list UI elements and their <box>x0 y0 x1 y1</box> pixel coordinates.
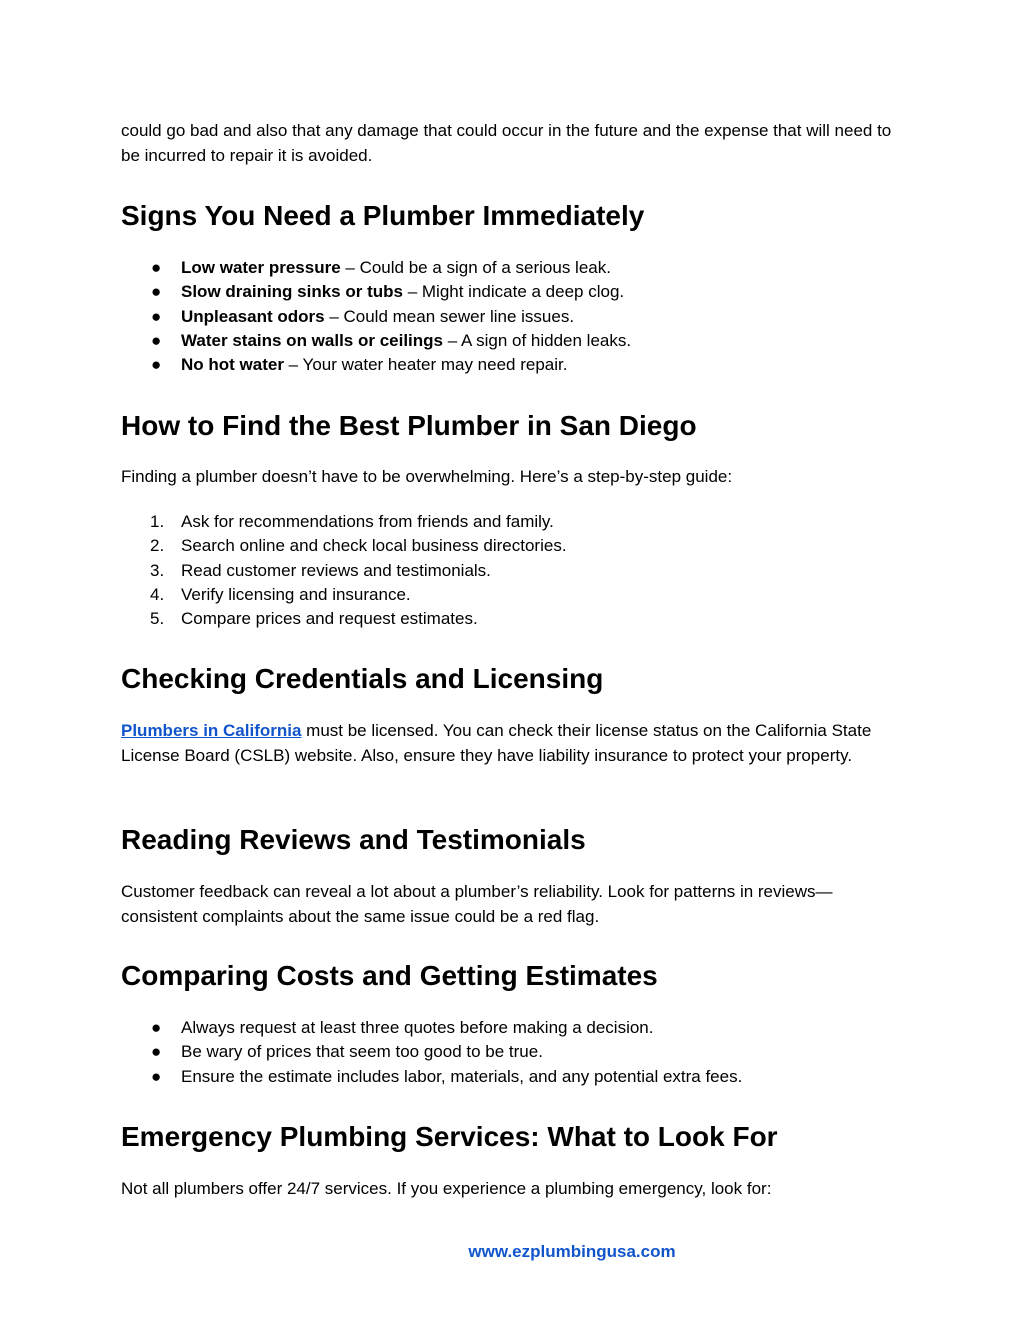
step-number: 1. <box>150 512 165 531</box>
list-item-desc: – Your water heater may need repair. <box>283 355 568 375</box>
bullet-icon: ● <box>151 355 162 375</box>
list-item <box>121 559 567 583</box>
emergency-heading: Emergency Plumbing Services: What to Look For <box>121 1121 778 1152</box>
step-number: 3. <box>150 560 165 580</box>
list-item-desc: – Could mean sewer line issues. <box>324 306 575 326</box>
list-item-term: No hot water <box>181 355 284 375</box>
step-number: 2. <box>150 536 165 556</box>
list-item-desc: – A sign of hidden leaks. <box>443 330 632 350</box>
list-item <box>121 353 631 377</box>
step-number: 5. <box>150 609 165 629</box>
signs-list <box>121 256 631 377</box>
bullet-icon: ● <box>151 306 162 326</box>
list-item-desc: – Might indicate a deep clog. <box>402 282 625 302</box>
emergency-paragraph: Not all plumbers offer 24/7 services. If you experience a plumbing emergency, look for: <box>121 1179 772 1198</box>
list-item <box>121 1040 742 1064</box>
intro-paragraph: could go bad and also that any damage that could occur in the future and the expense that will need to be incurred to repair it is avoided. <box>121 121 892 165</box>
list-item-text: Be wary of prices that seem too good to be true. <box>181 1042 543 1062</box>
step-text: Compare prices and request estimates. <box>181 609 478 629</box>
list-item <box>121 510 567 534</box>
list-item-term: Water stains on walls or ceilings <box>181 330 443 350</box>
credentials-text: must be licensed. You can check their license status on the California State License Board (CSLB) website. Also, ensure they have liability insurance to protect your property. <box>121 721 872 765</box>
list-item <box>121 1065 742 1089</box>
step-text: Read customer reviews and testimonials. <box>181 560 491 580</box>
bullet-icon: ● <box>151 1042 162 1062</box>
list-item <box>121 280 631 304</box>
step-number: 4. <box>150 584 165 604</box>
costs-heading: Comparing Costs and Getting Estimates <box>121 960 658 991</box>
list-item-term: Low water pressure <box>181 258 341 277</box>
costs-list <box>121 1016 742 1089</box>
bullet-icon: ● <box>151 282 162 302</box>
bullet-icon: ● <box>151 1066 162 1086</box>
plumbers-in-california-link[interactable]: Plumbers in California <box>121 721 302 740</box>
credentials-heading: Checking Credentials and Licensing <box>121 663 604 694</box>
list-item-term: Slow draining sinks or tubs <box>181 282 403 302</box>
list-item-text: Always request at least three quotes before making a decision. <box>181 1018 654 1037</box>
credentials-paragraph <box>121 719 901 768</box>
list-item-text: Ensure the estimate includes labor, materials, and any potential extra fees. <box>181 1066 743 1086</box>
list-item <box>121 583 567 607</box>
bullet-icon: ● <box>151 1018 162 1037</box>
list-item <box>121 256 631 280</box>
list-item-term: Unpleasant odors <box>181 306 325 326</box>
find-intro: Finding a plumber doesn’t have to be overwhelming. Here’s a step-by-step guide: <box>121 467 733 486</box>
bullet-icon: ● <box>151 330 162 350</box>
list-item <box>121 329 631 353</box>
step-text: Verify licensing and insurance. <box>181 584 411 604</box>
list-item <box>121 305 631 329</box>
list-item <box>121 534 567 558</box>
list-item <box>121 1016 742 1040</box>
list-item <box>121 607 567 631</box>
footer-url: www.ezplumbingusa.com <box>468 1242 676 1261</box>
list-item-desc: – Could be a sign of a serious leak. <box>340 258 611 277</box>
step-text: Search online and check local business directories. <box>181 536 567 556</box>
signs-heading: Signs You Need a Plumber Immediately <box>121 200 645 231</box>
step-text: Ask for recommendations from friends and family. <box>181 512 554 531</box>
find-steps-list <box>121 510 567 631</box>
reviews-paragraph: Customer feedback can reveal a lot about a plumber’s reliability. Look for patterns in reviews—consistent complaints about the same issue could be a red flag. <box>121 882 833 926</box>
reviews-heading: Reading Reviews and Testimonials <box>121 824 586 855</box>
find-heading: How to Find the Best Plumber in San Diego <box>121 410 697 441</box>
bullet-icon: ● <box>151 258 162 277</box>
